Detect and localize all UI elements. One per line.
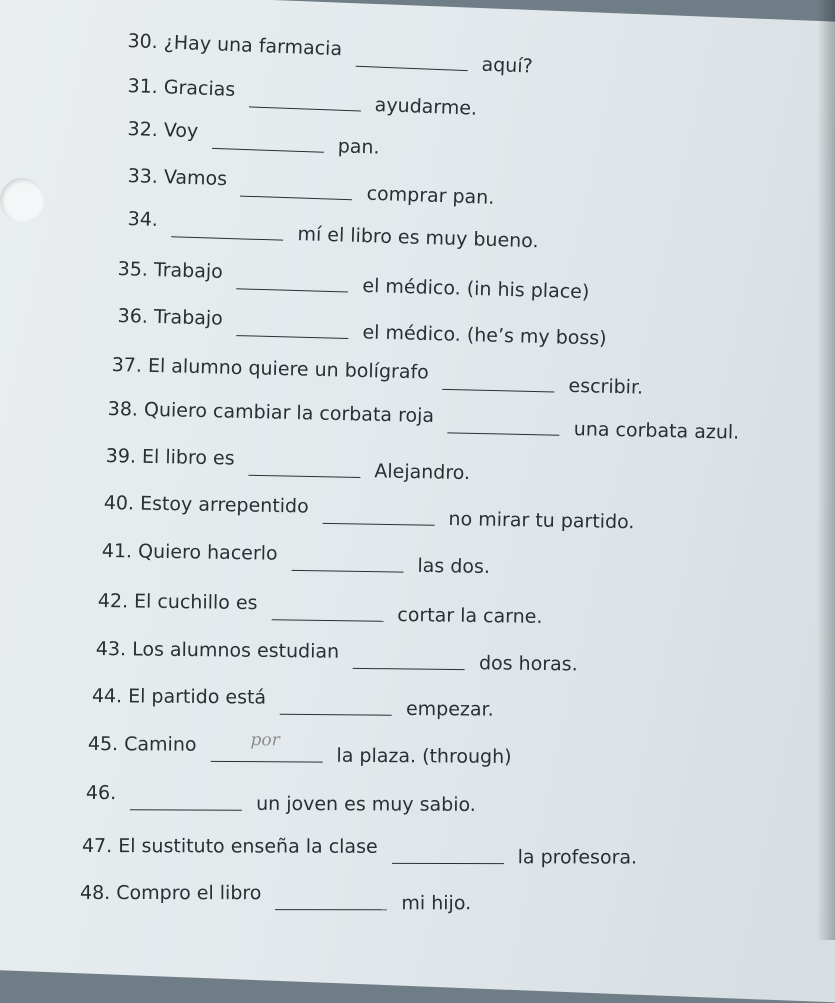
- page-edge-shadow: [817, 0, 835, 940]
- exercise-continuation: el médico. (he’s my boss): [362, 321, 607, 350]
- exercise-continuation: cortar la carne.: [397, 603, 543, 628]
- exercise-prompt: 30. ¿Hay una farmacia: [127, 30, 343, 61]
- answer-blank[interactable]: [275, 891, 387, 910]
- exercise-prompt: 43. Los alumnos estudian: [95, 638, 340, 663]
- exercise-prompt: 45. Camino: [87, 733, 197, 756]
- answer-blank[interactable]: [322, 505, 434, 526]
- answer-blank[interactable]: [212, 130, 325, 153]
- exercise-prompt: 40. Estoy arrepentido: [103, 492, 309, 518]
- exercise-continuation: aquí?: [481, 53, 534, 78]
- exercise-continuation: la plaza. (through): [336, 744, 512, 768]
- exercise-continuation: ayudarme.: [374, 93, 478, 120]
- exercise-continuation: el médico. (in his place): [362, 274, 590, 304]
- answer-blank[interactable]: [210, 730, 322, 763]
- exercise-item: [85, 782, 476, 816]
- answer-blank[interactable]: [271, 601, 383, 621]
- handwritten-answer: por: [250, 730, 280, 751]
- answer-blank[interactable]: [448, 414, 560, 435]
- answer-blank[interactable]: [291, 552, 403, 573]
- exercise-prompt: 33. Vamos: [127, 165, 228, 191]
- exercise-prompt: 41. Quiero hacerlo: [101, 540, 278, 565]
- exercise-continuation: mi hijo.: [401, 892, 472, 915]
- exercise-continuation: escribir.: [568, 374, 644, 399]
- exercise-prompt: 31. Gracias: [127, 75, 236, 101]
- exercise-item: [79, 882, 472, 915]
- exercise-item: [81, 835, 638, 869]
- answer-blank[interactable]: [171, 218, 284, 240]
- exercise-continuation: la profesora.: [517, 846, 638, 869]
- exercise-prompt: 34.: [127, 208, 159, 231]
- exercise-prompt: 32. Voy: [127, 118, 199, 143]
- exercise-prompt: 35. Trabajo: [117, 258, 224, 283]
- answer-blank[interactable]: [248, 457, 360, 478]
- exercise-prompt: 37. El alumno quiere un bolígrafo: [111, 354, 430, 384]
- exercise-continuation: no mirar tu partido.: [448, 508, 635, 534]
- answer-blank[interactable]: [280, 696, 392, 716]
- exercise-continuation: comprar pan.: [366, 182, 495, 209]
- exercise-prompt: 47. El sustituto enseña la clase: [81, 835, 378, 858]
- answer-blank[interactable]: [236, 317, 348, 339]
- exercise-continuation: mí el libro es muy bueno.: [297, 223, 539, 253]
- exercise-prompt: 46.: [85, 782, 117, 805]
- exercise-item: [91, 685, 494, 721]
- binder-hole: [0, 178, 44, 222]
- exercise-continuation: dos horas.: [478, 652, 578, 676]
- exercise-item: [87, 730, 512, 768]
- exercise-continuation: empezar.: [405, 697, 494, 721]
- exercise-prompt: 42. El cuchillo es: [97, 590, 258, 615]
- answer-blank[interactable]: [442, 371, 554, 393]
- exercise-prompt: 39. El libro es: [105, 445, 235, 470]
- exercise-prompt: 44. El partido está: [91, 685, 267, 709]
- exercise-continuation: pan.: [337, 135, 380, 159]
- exercise-continuation: una corbata azul.: [573, 418, 740, 444]
- answer-blank[interactable]: [353, 650, 465, 670]
- answer-blank[interactable]: [392, 845, 504, 864]
- answer-blank[interactable]: [130, 791, 242, 811]
- answer-blank[interactable]: [249, 88, 362, 111]
- exercise-prompt: 36. Trabajo: [117, 305, 224, 330]
- answer-blank[interactable]: [240, 178, 353, 201]
- exercise-prompt: 48. Compro el libro: [79, 882, 262, 905]
- answer-blank[interactable]: [236, 270, 348, 292]
- exercise-continuation: un joven es muy sabio.: [256, 792, 476, 816]
- exercise-continuation: las dos.: [417, 554, 491, 578]
- exercise-prompt: 38. Quiero cambiar la corbata roja: [107, 398, 435, 428]
- exercise-continuation: Alejandro.: [374, 460, 471, 485]
